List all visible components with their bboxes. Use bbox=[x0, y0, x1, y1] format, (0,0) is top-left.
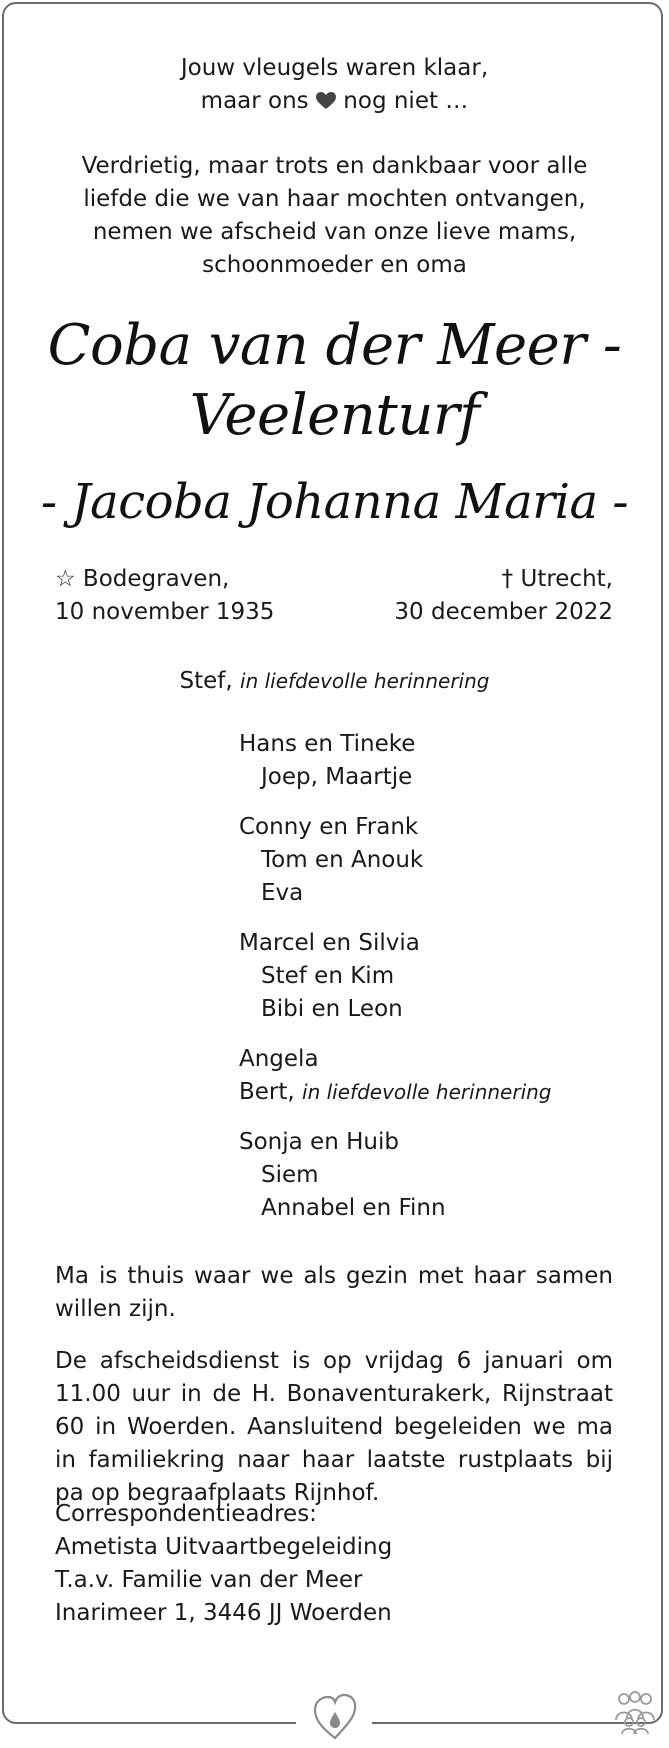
birth-info bbox=[55, 563, 274, 629]
partner-note: in liefdevolle herinnering bbox=[240, 669, 490, 693]
intro-text bbox=[0, 150, 669, 282]
intro-line: Verdrietig, maar trots en dankbaar voor alle bbox=[81, 153, 588, 179]
correspondence-address bbox=[55, 1498, 613, 1630]
family-line: Tom en Anouk bbox=[261, 847, 424, 873]
family-line: Angela bbox=[239, 1046, 319, 1072]
address-line: Inarimeer 1, 3446 JJ Woerden bbox=[55, 1600, 392, 1626]
intro-line: liefde die we van haar mochten ontvangen, bbox=[83, 186, 586, 212]
family-group bbox=[239, 811, 552, 910]
death-info bbox=[394, 563, 613, 629]
intro-line: schoonmoeder en oma bbox=[202, 252, 467, 278]
family-group bbox=[239, 1126, 552, 1225]
family-line: Annabel en Finn bbox=[261, 1195, 446, 1221]
family-group bbox=[239, 1043, 552, 1109]
intro-line: nemen we afscheid van onze lieve mams, bbox=[92, 219, 577, 245]
family-list bbox=[239, 728, 552, 1242]
family-line: Conny en Frank bbox=[239, 814, 419, 840]
family-line: Siem bbox=[261, 1162, 319, 1188]
death-place: † Utrecht, bbox=[501, 566, 613, 592]
poem-text: maar ons bbox=[200, 88, 309, 114]
poem-line: Jouw vleugels waren klaar, bbox=[180, 55, 489, 81]
death-date: 30 december 2022 bbox=[394, 599, 613, 625]
address-line: T.a.v. Familie van der Meer bbox=[55, 1567, 363, 1593]
partner-line bbox=[0, 665, 669, 698]
family-group bbox=[239, 927, 552, 1026]
deceased-name: Coba van der Meer - bbox=[47, 313, 622, 378]
family-line: Hans en Tineke bbox=[239, 731, 416, 757]
family-line: Sonja en Huib bbox=[239, 1129, 399, 1155]
poem bbox=[0, 52, 669, 118]
family-line: Marcel en Silvia bbox=[239, 930, 420, 956]
family-note: in liefdevolle herinnering bbox=[302, 1080, 552, 1104]
family-group bbox=[239, 728, 552, 794]
family-line bbox=[239, 1076, 552, 1109]
family-line: Eva bbox=[261, 880, 304, 906]
heart-drop-logo bbox=[310, 1690, 360, 1742]
family-line: Stef en Kim bbox=[261, 963, 395, 989]
address-line: Ametista Uitvaartbegeleiding bbox=[55, 1534, 393, 1560]
deceased-name-cont: Veelenturf bbox=[189, 383, 480, 448]
partner-name: Stef, bbox=[179, 668, 233, 694]
people-group-icon bbox=[612, 1690, 658, 1734]
birth-date: 10 november 1935 bbox=[55, 599, 275, 625]
heart-icon bbox=[316, 92, 336, 110]
poem-text: nog niet … bbox=[343, 88, 469, 114]
family-name: Bert, bbox=[239, 1079, 295, 1105]
birth-place: ☆ Bodegraven, bbox=[55, 566, 230, 592]
deceased-full-name: - Jacoba Johanna Maria - bbox=[40, 474, 629, 530]
home-paragraph: Ma is thuis waar we als gezin met haar samen willen zijn. bbox=[55, 1263, 613, 1322]
family-line: Joep, Maartje bbox=[261, 764, 413, 790]
poem-line bbox=[0, 85, 669, 118]
family-line: Bibi en Leon bbox=[261, 996, 403, 1022]
service-paragraph: De afscheidsdienst is op vrijdag 6 januari om 11.00 uur in de H. Bonaventurakerk, Rijnstraat 60 in Woerden. Aansluitend begeleiden we ma in familiekring naar haar laatste rustplaats bij pa op begraafplaats Rijnhof. bbox=[55, 1348, 613, 1506]
address-line: Correspondentieadres: bbox=[55, 1501, 317, 1527]
